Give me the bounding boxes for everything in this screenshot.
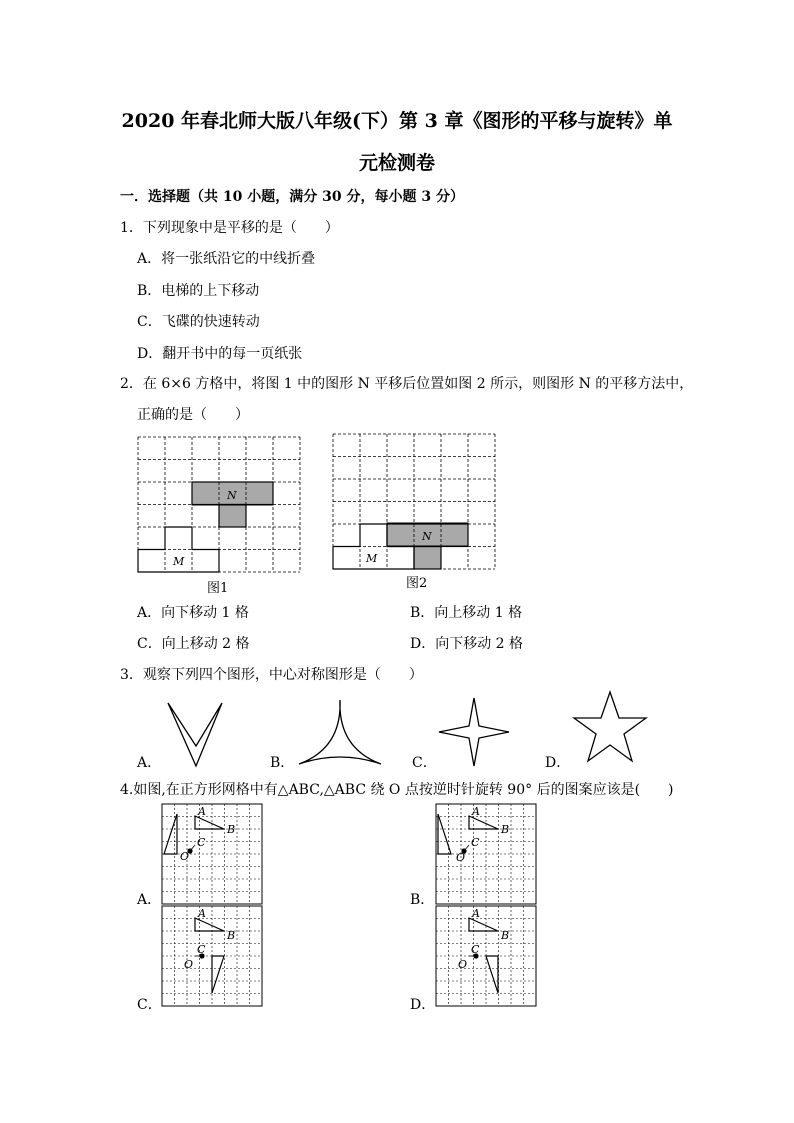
- question-2-option-d: D．向下移动 2 格: [410, 636, 524, 652]
- shape-c-four-point-star: [437, 696, 511, 768]
- question-1-option-a: A．将一张纸沿它的中线折叠: [137, 251, 316, 267]
- q4-fig-b-label-a: A: [472, 805, 480, 818]
- question-4-option-a: A．: [137, 892, 162, 908]
- question-1-option-d: D．翻开书中的每一页纸张: [137, 346, 303, 362]
- question-4-option-b: B．: [410, 892, 435, 908]
- question-3-option-b: B．: [270, 755, 295, 771]
- question-2-stem-line2: 正确的是（ ）: [137, 407, 249, 423]
- q4-fig-b-label-b: B: [501, 823, 510, 836]
- question-4-option-d: D．: [410, 997, 436, 1013]
- question-3-option-c: C．: [412, 755, 437, 771]
- shape-b-curved-triangle: [297, 698, 383, 768]
- q4-fig-d-label-c: C: [471, 943, 480, 956]
- shape-a-chevron: [165, 700, 225, 768]
- q4-fig-a-label-b: B: [227, 823, 236, 836]
- q4-fig-a-label-a: A: [198, 805, 206, 818]
- document-title-line1: 2020 年春北师大版八年级(下）第 3 章《图形的平移与旋转》单: [121, 110, 673, 132]
- question-2-option-a: A．向下移动 1 格: [137, 605, 249, 621]
- figure-1-label-m: M: [173, 555, 185, 568]
- q4-fig-d-label-a: A: [472, 907, 480, 920]
- q4-fig-b-label-o: O: [456, 851, 466, 864]
- figure-2-label-n: N: [422, 530, 432, 543]
- shape-d-five-point-star: [572, 690, 648, 764]
- question-2-stem-line1: 2．在 6×6 方格中，将图 1 中的图形 N 平移后位置如图 2 所示，则图形 N 的平移方法中，: [120, 376, 694, 392]
- figure-1-grid: [138, 437, 300, 577]
- figure-1-label-n: N: [227, 489, 237, 502]
- section-heading: 一．选择题（共 10 小题，满分 30 分，每小题 3 分）: [120, 189, 464, 205]
- question-4-stem: 4.如图,在正方形网格中有△ABC,△ABC 绕 O 点按逆时针旋转 90° 后的图案应该是( ): [120, 782, 674, 798]
- q4-fig-d-label-b: B: [501, 929, 510, 942]
- figure-2-grid: [333, 434, 495, 574]
- question-1-stem: 1．下列现象中是平移的是（ ）: [120, 220, 339, 236]
- figure-2-label-m: M: [366, 552, 378, 565]
- q4-fig-c-label-c: C: [197, 943, 206, 956]
- question-4-figure-a: [162, 804, 262, 904]
- question-4-option-c: C．: [137, 997, 162, 1013]
- question-4-figure-d: [436, 906, 536, 1006]
- q4-fig-a-label-c: C: [197, 836, 206, 849]
- question-4-figure-c: [162, 906, 262, 1006]
- question-2-option-b: B．向上移动 1 格: [410, 605, 523, 621]
- q4-fig-c-label-o: O: [184, 958, 194, 971]
- question-2-option-c: C．向上移动 2 格: [137, 636, 250, 652]
- question-3-option-a: A．: [137, 755, 162, 771]
- figure-1-caption: 图1: [207, 581, 229, 596]
- figure-2-caption: 图2: [406, 576, 428, 591]
- question-1-option-b: B．电梯的上下移动: [137, 283, 260, 299]
- document-title-line2: 元检测卷: [358, 152, 435, 174]
- question-1-option-c: C．飞碟的快速转动: [137, 314, 260, 330]
- q4-fig-d-label-o: O: [458, 958, 468, 971]
- question-3-stem: 3．观察下列四个图形，中心对称图形是（ ）: [120, 667, 423, 683]
- q4-fig-c-label-b: B: [227, 929, 236, 942]
- q4-fig-c-label-a: A: [198, 907, 206, 920]
- question-4-figure-b: [436, 804, 536, 904]
- question-3-option-d: D．: [545, 755, 571, 771]
- q4-fig-a-label-o: O: [180, 850, 190, 863]
- q4-fig-b-label-c: C: [471, 836, 480, 849]
